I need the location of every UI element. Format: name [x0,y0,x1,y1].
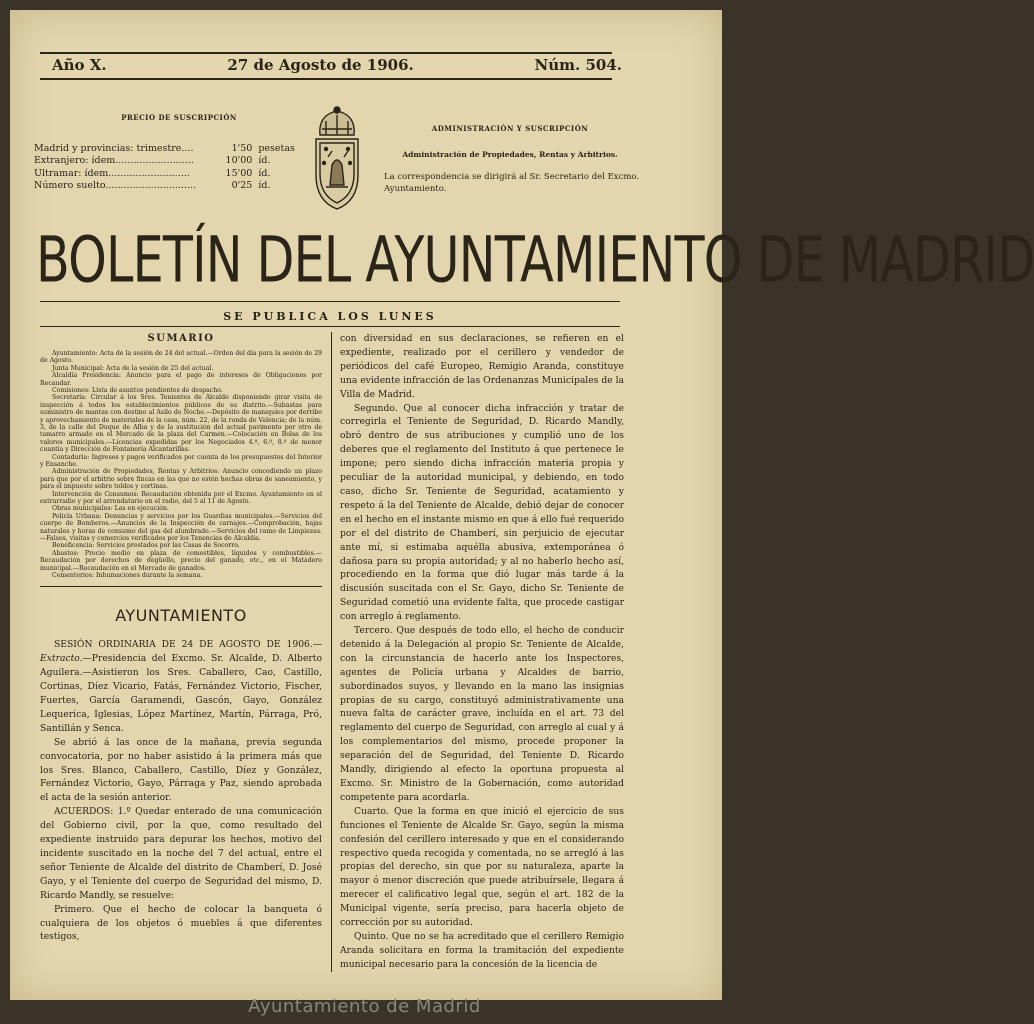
sumario-item: Contaduría: Ingresos y pagos verificados por cuenta de los presupuestos del Interior y Ensanche. [40,453,322,468]
column-divider [331,332,332,972]
sumario-rule [40,586,322,587]
session-attendance: —Presidencia del Excmo. Sr. Alcalde, D. Alberto Aguilera.—Asistieron los Sres. Caballero, Cao, Castillo, Cortinas, Díez Vicario, Fatás, Fernández Victorio, Fischer, Fuertes, García Garamendi, Gascón, Gayo, González Lequerica, Iglesias, López Martínez, Martín, Párraga, Pró, Santillán y Senca. [40,653,322,734]
correspondence-note: La correspondencia se dirigirá al Sr. Secretario del Excmo. Ayuntamiento. [384,172,640,194]
sumario-item: Ayuntamiento: Acta de la sesión de 24 del actual.—Orden del día para la sesión de 29 de Agosto. [40,349,322,365]
price-label: Ultramar: ídem........................... [34,167,190,179]
publication-frequency: SE PUBLICA LOS LUNES [223,310,437,323]
sumario-item: Administración de Propiedades, Rentas y Arbitrios: Anuncio concediendo un plazo para que por el arbitrio sobre fincas en las que no estén hechas obras de saneamiento, y para el impuesto sobre toldos y cortinas. [40,468,322,491]
year-label: Año X. [52,56,107,74]
newspaper-title: BOLETÍN DEL AYUNTAMIENTO DE MADRID [36,223,1034,298]
subscription-title: PRECIO DE SUSCRIPCIÓN [121,113,237,122]
madrid-coat-of-arms-icon [308,105,366,215]
price-row [34,155,304,168]
administration-name: Administración de Propiedades, Rentas y Arbitrios. [402,150,618,159]
sumario-item: Beneficencia: Servicios prestados por las Casas de Socorro. [52,542,240,550]
sumario-item: Cementerios: Inhumaciones durante la semana. [52,572,203,580]
sumario-item: Comisiones: Lista de asuntos pendientes de despacho. [52,386,223,394]
price-row [34,168,304,181]
price-label: Madrid y provincias: trimestre.... [34,142,194,154]
price-value: 0'25 [231,180,253,191]
title-rule [40,301,620,302]
price-value: 1'50 [231,142,253,154]
sumario-item: Obras municipales: Las en ejecución. [52,505,169,513]
price-label: Número suelto.............................. [34,180,196,191]
sumario-item: Intervención de Consumos: Recaudación obtenida por el Excmo. Ayuntamiento en el extrarradio y por el arrendatario en el radio, del 5 al 11 de Agosto. [40,490,322,506]
sumario-item: Abastos: Precio medio en plaza de comestibles, líquidos y combustibles.—Recaudación por derechos de degüello, precio del ganado, etc., en el Matadero municipal.—Recaudación en el Mercado de ganados. [40,549,322,572]
price-value: 10'00 [225,155,253,166]
administration-title: ADMINISTRACIÓN Y SUSCRIPCIÓN [431,124,589,133]
paragraph: con diversidad en sus declaraciones, se refieren en el expediente, realizado por el cerillero y vendedor de periódicos del café Europeo, Remigio Aranda, constituye una evidente infracción de las Ordenanzas Municipales de la Villa de Madrid. [340,333,624,400]
watermark: Ayuntamiento de Madrid [248,996,481,1017]
price-label: Extranjero: ídem.......................... [34,155,194,166]
paragraph: Tercero. Que después de todo ello, el hecho de conducir detenido á la Delegación al propio Sr. Teniente de Alcalde, con la circunstancia de hacerlo ante los Inspectores, agentes de Policía urbana y Alcaldes de barrio, subordinados suyos, y llevando en la mano las insignias propias de su cargo, constituyó administrativamente una nueva falta de carácter grave, incluída en el art. 73 del reglamento del cuerpo de Seguridad, con arreglo al cual y á los complementarios del mismo, procede proponer la separación del de Seguridad, del Teniente D. Ricardo Mandly, dirigiendo al efecto la oportuna propuesta al Excmo. Sr. Ministro de la Gobernación, como autoridad competente para acordarla. [340,625,624,803]
price-row [34,180,304,193]
session-extract: —Extracto. [40,639,322,665]
sumario-item: Policía Urbana: Denuncias y servicios por los Guardias municipales.—Servicios del cuerpo de Bomberos.—Anuncios de la Inspección de carnajes.—Comprobación, bajas naturales y horas de consumo del gas del alumbrado.—Servicios del ramo de Limpiezas.—Falsos, visitas y comercios verificados por los Tenencias de Alcaldía. [40,512,322,543]
sumario-item: Secretaría: Circular á los Sres. Tenientes de Alcalde disponiendo girar visita de inspección á todos los establecimientos públicos de su distrito.—Subastas para suministro de mantas con destino al Asilo de Noche.—Depósito de maniquíes por derribo y aprovechamiento de materiales de la casa, núm. 22, de la ronda de Valencia; de la núm. 3, de la calle del Duque de Alba y de la sustitución del actual pavimento por otro de tamarro armado en el Mercado de la plaza del Carmen.—Colocación en Bolsa de los valores municipales.—Licencias expedidas por los Negociados 4.º, 6.º, 8.º de menor cuantía y Dirección de Fontanería Alcantarillas. [40,394,322,454]
paragraph: Primero. Que el hecho de colocar la banqueta ó cualquiera de los objetos ó muebles á que diferentes testigos, [40,903,322,943]
sumario-list [40,350,322,580]
paragraph: Cuarto. Que la forma en que inició el ejercicio de sus funciones el Teniente de Alcalde Sr. Gayo, según la misma confesión del cerillero interesado y que en el considerando respectivo queda recogida y comentada, no se arregló á las propias del derecho, sin que por su naturaleza, aparte la mayor ó menor discreción que puede atribuírsele, llegara á merecer el calificativo legal que, según el art. 182 de la Municipal vigente, sería preciso, para hacerla objeto de corrección por su autoridad. [340,805,624,929]
paragraph: ACUERDOS: 1.º Quedar enterado de una comunicación del Gobierno civil, por la que, como resultado del expediente instruido para depurar los hechos, motivo del incidente suscitado en la noche del 7 del actual, entre el señor Teniente de Alcalde del distrito de Chamberí, D. José Gayo, y el Teniente del cuerpo de Seguridad del mismo, D. Ricardo Mandly, se resuelve: [40,806,322,901]
issue-number: Núm. 504. [534,56,622,74]
price-row [34,143,304,156]
sumario-item: Junta Municipal: Acta de la sesión de 25 del actual. [52,364,214,372]
price-unit: pesetas [258,142,295,154]
masthead-top-rule [40,52,612,54]
price-value: 15'00 [225,167,253,179]
sumario-title: SUMARIO [147,333,215,344]
subscription-prices [34,112,304,193]
newspaper-page [10,10,1034,1000]
section-title: AYUNTAMIENTO [115,605,247,625]
session-paragraph [40,638,322,735]
price-unit: íd. [258,180,271,191]
session-lead: SESIÓN ORDINARIA DE 24 DE AGOSTO DE 1906. [54,639,313,651]
masthead-bottom-rule [40,78,612,80]
administration-info [378,123,642,195]
paragraph: Se abrió á las once de la mañana, previa segunda convocatoria, por no haber asistido á la primera más que los Sres. Blanco, Caballero, Castillo, Díez y González, Fernández Victorio, Gayo, Párraga y Paz, siendo aprobada el acta de la sesión anterior. [40,736,322,804]
masthead-info [52,56,622,74]
price-unit: íd. [258,167,271,179]
issue-date: 27 de Agosto de 1906. [227,56,414,74]
price-unit: íd. [258,155,271,166]
subtitle-rule [40,326,620,327]
paragraph: Quinto. Que no se ha acreditado que el cerillero Remigio Aranda solicitara en forma la tramitación del expediente municipal necesario para la concesión de la licencia de [340,930,624,970]
sumario-item: Alcaldía Presidencia: Anuncio para el pago de intereses de Obligaciones por Recaudar. [40,372,322,387]
left-column [40,332,322,944]
right-column [340,332,624,972]
paragraph: Segundo. Que al conocer dicha infracción y tratar de corregirla el Teniente de Seguridad, D. Ricardo Mandly, obró dentro de sus atribuciones y cumplió uno de los deberes que el reglamento del Instituto á que pertenece le impone; pero siendo dicha infracción materia propia y peculiar de la autoridad municipal, y debiendo, en todo caso, dicho Sr. Teniente de Seguridad, acatamiento y respeto á la del Teniente de Alcalde, debió dejar de conocer en el hecho en el instante mismo en que á ello fué requerido por el del distrito de Chamberí, sin perjuicio de ejecutar ante mí, si estimaba aquélla abusiva, extemporánea ó dañosa para su propia autoridad; y al no haberlo hecho así, procediendo en la forma que dió lugar más tarde á la discusión suscitada con el Sr. Gayo, dicho Sr. Teniente de Seguridad cometió una evidente falta, que procede castigar con arreglo á reglamento. [340,402,624,623]
